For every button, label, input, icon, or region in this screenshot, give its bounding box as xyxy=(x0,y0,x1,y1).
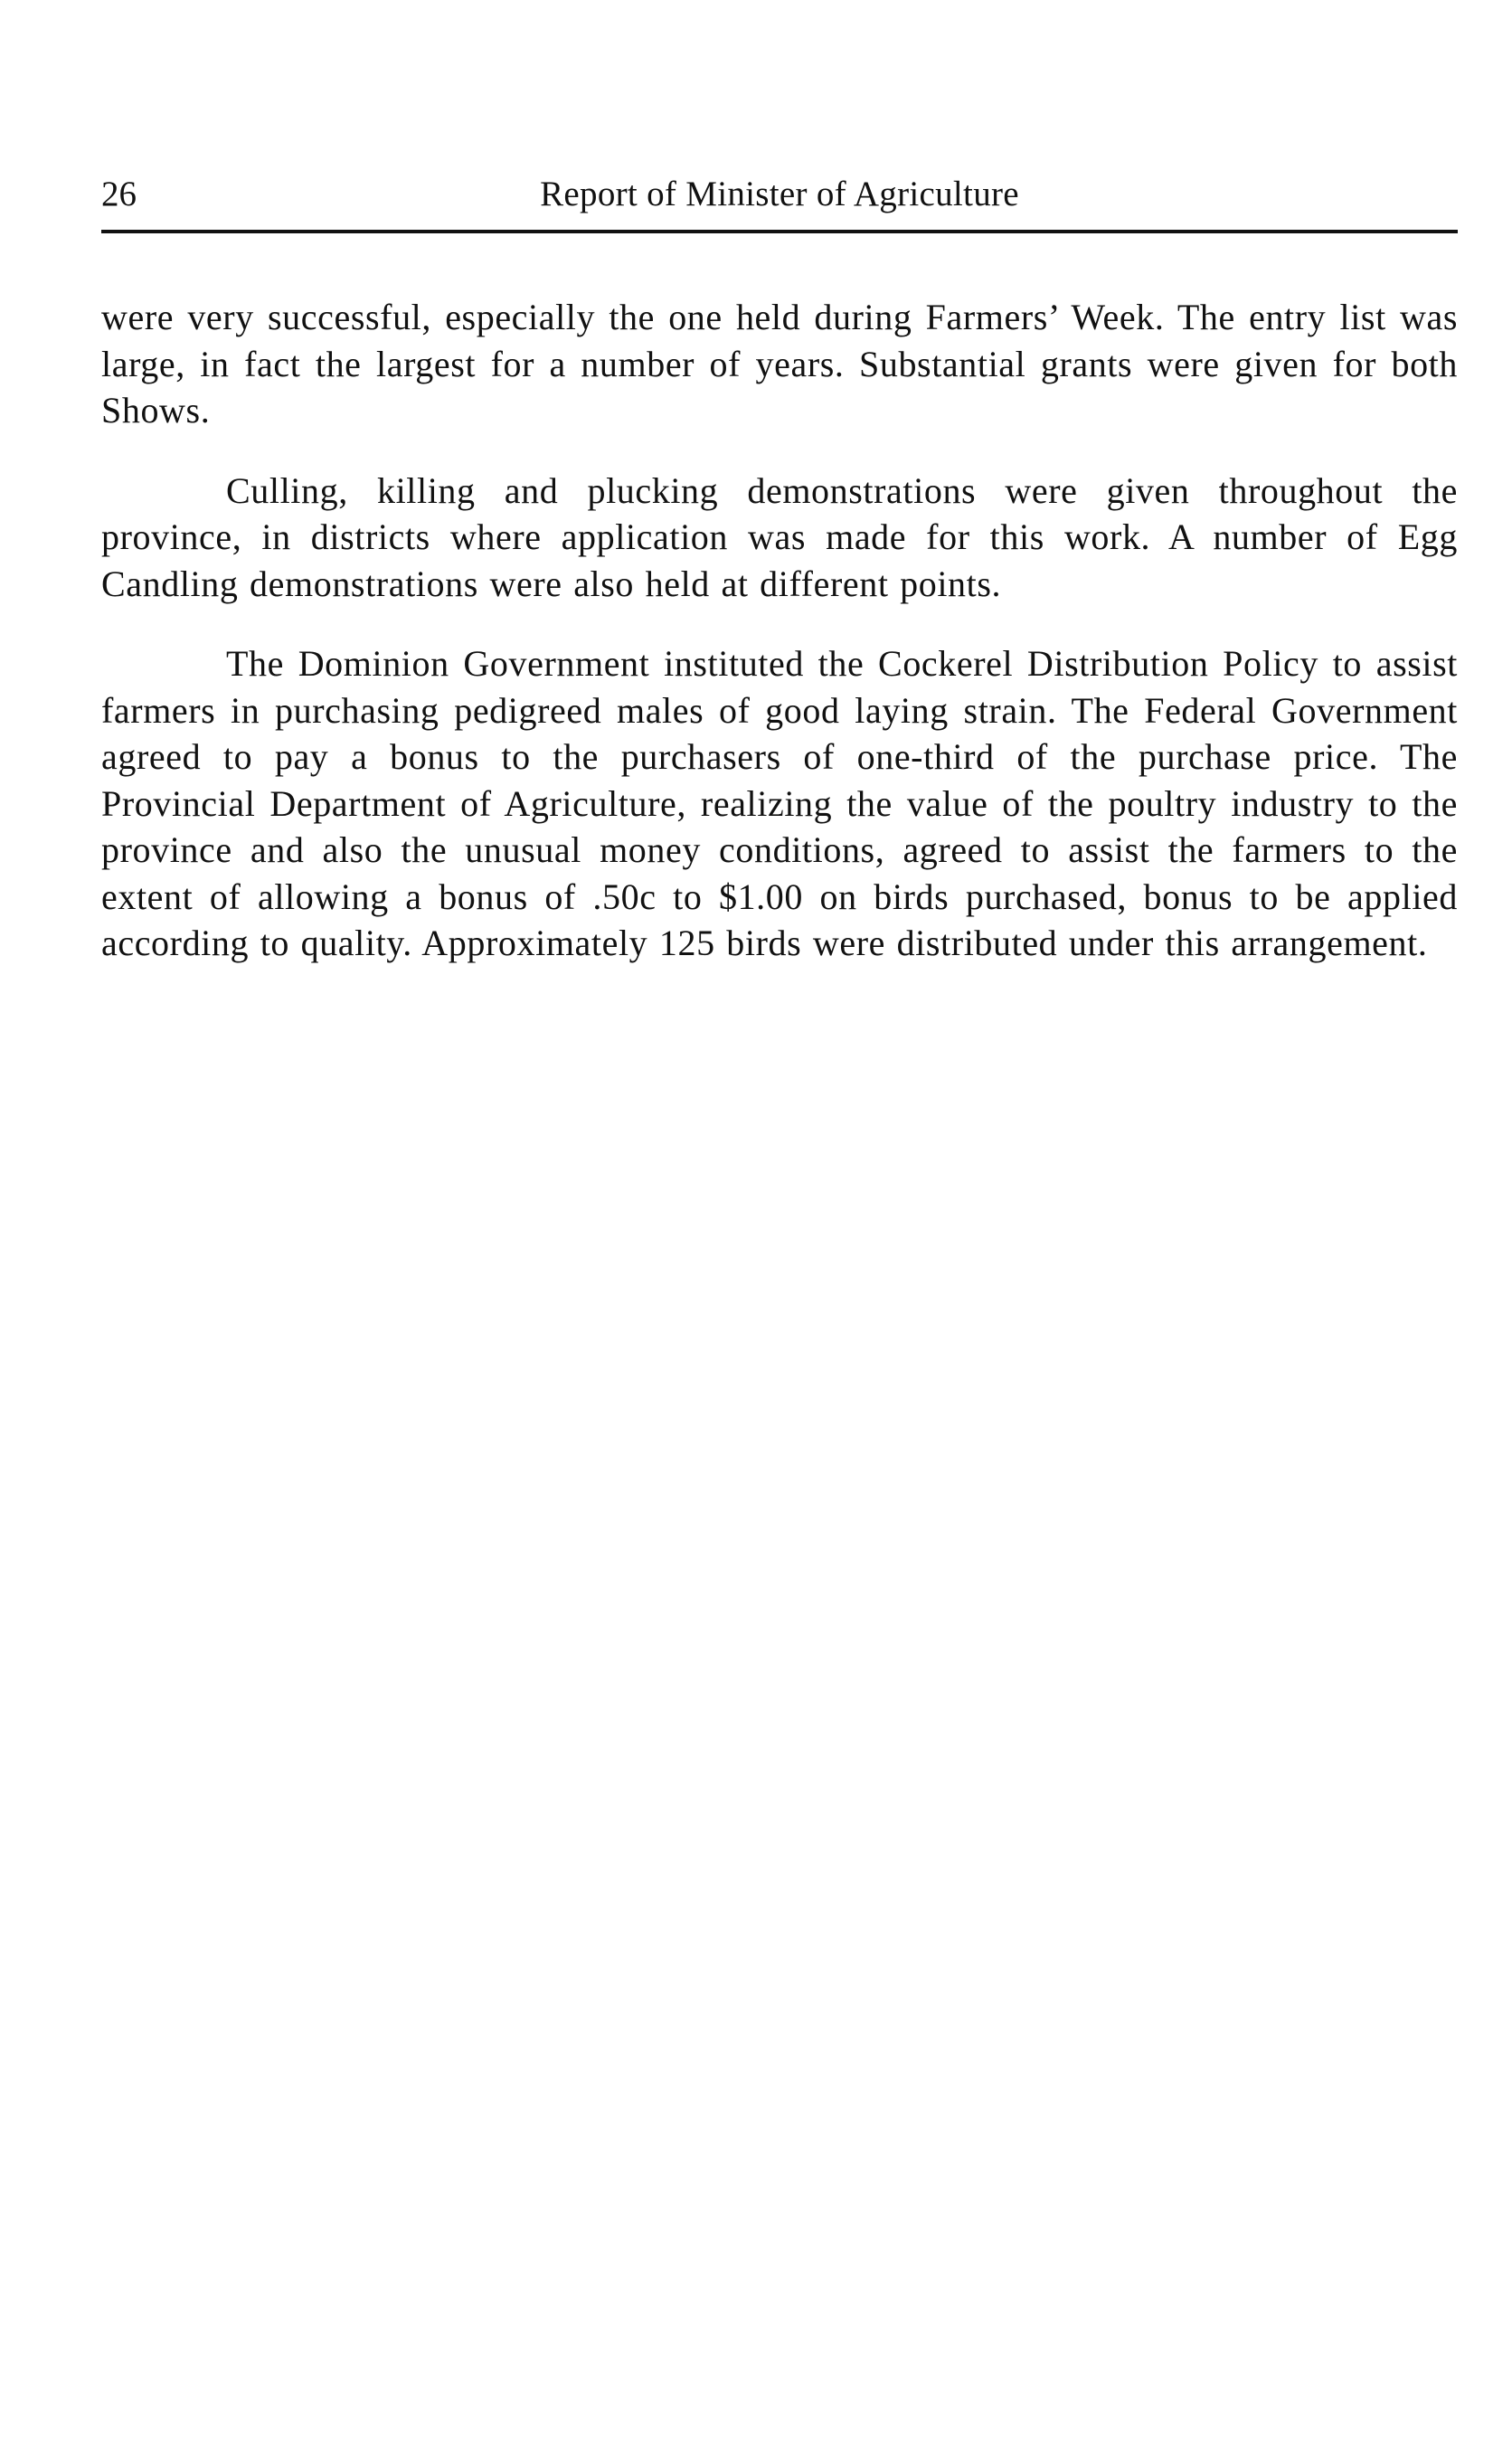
page-number: 26 xyxy=(101,175,137,213)
paragraph-cockerel-policy: The Dominion Government instituted the Cockerel Distribution Policy to assist farmers in purchasing pedigreed males of good laying strain. The Federal Government agreed to pay a bonus to the purchasers of one-third of the purchase price. The Provincial Department of Agriculture, realizing the value of the poultry industry to the province and also the unusual money conditions, agreed to assist the farmers to the extent of allowing a bonus of .50c to $1.00 on birds purchased, bonus to be applied according to quality. Approximately 125 birds were distributed under this arrangement. xyxy=(101,643,1458,963)
paragraph-continuation: were very successful, especially the one held during Farmers’ Week. The entry list was large, in fact the largest for a number of years. Substantial grants were given for both Shows. xyxy=(101,297,1458,431)
running-head xyxy=(101,174,1458,228)
paragraph-demonstrations: Culling, killing and plucking demonstrations were given throughout the province, in districts where application was made for this work. A number of Egg Candling demonstrations were also held at different points. xyxy=(101,469,1458,604)
running-head-title: Report of Minister of Agriculture xyxy=(540,175,1019,213)
header-rule xyxy=(101,230,1458,233)
body-text xyxy=(101,294,1458,1000)
